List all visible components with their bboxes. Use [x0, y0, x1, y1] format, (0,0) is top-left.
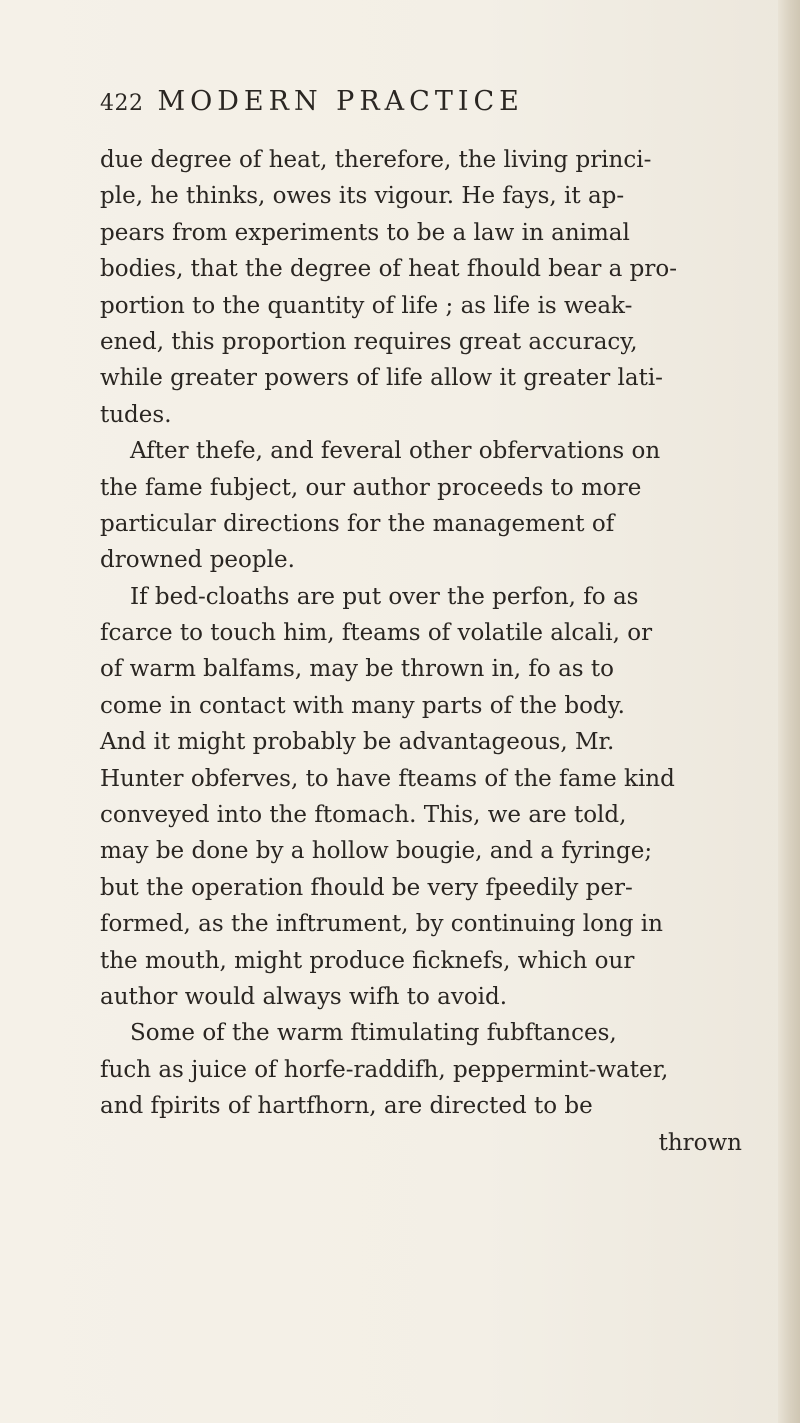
text-line: and fpirits of hartfhorn, are directed to be: [100, 1093, 593, 1120]
page-number: 422: [100, 91, 144, 116]
running-head: MODERN PRACTICE: [157, 86, 524, 117]
text-line: due degree of heat, therefore, the living princi-: [100, 147, 652, 173]
text-line: the fame fubject, our author proceeds to more: [100, 474, 642, 501]
text-line: the mouth, might produce ficknefs, which our: [100, 947, 635, 974]
text-line: of warm balfams, may be thrown in, fo as to: [100, 656, 614, 683]
page-binding-edge: [778, 0, 800, 1423]
text-line: Hunter obferves, to have fteams of the fame kind: [100, 765, 675, 792]
text-line: fcarce to touch him, fteams of volatile alcali, or: [100, 620, 653, 647]
paragraph-first-line: Some of the warm ftimulating fubftances,: [130, 1020, 617, 1047]
text-line: pears from experiments to be a law in animal: [100, 219, 630, 246]
text-line: tudes.: [100, 401, 172, 428]
body-text: [100, 142, 760, 1161]
text-line: ened, this proportion requires great accuracy,: [100, 328, 638, 355]
page-header: [100, 86, 740, 126]
text-line: conveyed into the ftomach. This, we are told,: [100, 802, 627, 829]
paragraph-first-line: After thefe, and feveral other obfervations on: [130, 438, 661, 465]
text-line: portion to the quantity of life ; as life is weak-: [100, 292, 633, 319]
text-line: bodies, that the degree of heat fhould bear a pro-: [100, 256, 678, 283]
text-line: And it might probably be advantageous, Mr.: [100, 729, 615, 756]
text-line: author would always wifh to avoid.: [100, 983, 508, 1010]
text-line: ple, he thinks, owes its vigour. He fays, it ap-: [100, 183, 625, 210]
text-line: may be done by a hollow bougie, and a fyringe;: [100, 838, 653, 865]
text-line: formed, as the inftrument, by continuing long in: [100, 911, 663, 938]
text-line: while greater powers of life allow it greater lati-: [100, 365, 663, 392]
catchword: thrown: [658, 1129, 742, 1156]
text-line: drowned people.: [100, 547, 295, 574]
text-line: come in contact with many parts of the body.: [100, 692, 625, 719]
text-line: particular directions for the management of: [100, 510, 615, 537]
paragraph-first-line: If bed-cloaths are put over the perfon, fo as: [130, 583, 639, 610]
text-line: but the operation fhould be very fpeedily per-: [100, 874, 633, 901]
text-line: fuch as juice of horfe-raddifh, peppermint-water,: [100, 1056, 669, 1083]
